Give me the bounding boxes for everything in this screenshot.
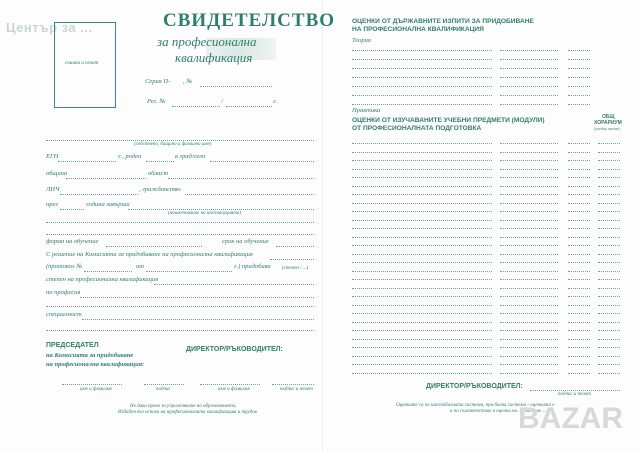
subject-row-4-col-3[interactable] — [568, 169, 590, 170]
practice-label: Практика — [352, 107, 381, 114]
institution-line-3[interactable] — [46, 234, 314, 235]
subject-row-15-col-3[interactable] — [568, 262, 590, 263]
specialty-field[interactable] — [82, 319, 314, 320]
subject-row-9-col-2[interactable] — [500, 211, 558, 212]
number-label: , № — [183, 78, 193, 85]
subject-row-19-col-4[interactable] — [598, 296, 620, 297]
total-header-1: ОБЩ — [602, 114, 615, 120]
subject-row-15-col-2[interactable] — [500, 262, 558, 263]
full-name-field[interactable] — [46, 140, 314, 141]
exam-row-1-col-2[interactable] — [500, 50, 558, 51]
total-header-3: (учебни часове) — [594, 126, 621, 131]
subject-row-20-col-4[interactable] — [598, 305, 620, 306]
subject-row-8-col-1[interactable] — [352, 203, 492, 204]
subject-row-10-col-4[interactable] — [598, 220, 620, 221]
subject-row-24-col-1[interactable] — [352, 339, 492, 340]
specialty-label: специалност — [46, 311, 82, 318]
chair-sign-field[interactable] — [144, 384, 184, 385]
subject-row-20-col-1[interactable] — [352, 305, 492, 306]
subject-row-14-col-1[interactable] — [352, 254, 492, 255]
subject-row-24-col-4[interactable] — [598, 339, 620, 340]
chair-name-field[interactable] — [62, 384, 122, 385]
subject-row-14-col-3[interactable] — [568, 254, 590, 255]
subject-row-22-col-1[interactable] — [352, 322, 492, 323]
subject-row-15-col-1[interactable] — [352, 262, 492, 263]
subject-row-7-col-4[interactable] — [598, 194, 620, 195]
director-sign-field[interactable] — [272, 384, 314, 385]
subject-row-28-col-1[interactable] — [352, 373, 492, 374]
subject-row-9-col-1[interactable] — [352, 211, 492, 212]
subject-row-22-col-4[interactable] — [598, 322, 620, 323]
subject-row-6-col-2[interactable] — [500, 186, 558, 187]
subject-row-25-col-1[interactable] — [352, 347, 492, 348]
subject-row-21-col-3[interactable] — [568, 313, 590, 314]
left-footer-2: Издаден въз основа на професионалната квалификация и трудов — [118, 410, 257, 415]
subject-row-18-col-4[interactable] — [598, 288, 620, 289]
subject-row-21-col-1[interactable] — [352, 313, 492, 314]
from-label: от — [136, 263, 144, 270]
certificate-title: СВИДЕТЕЛСТВО — [163, 10, 336, 31]
series-label: Серия П- — [145, 78, 171, 85]
profession-field[interactable] — [80, 297, 314, 298]
name-caption: (собствено, бащино и фамилно име) — [134, 142, 212, 147]
subject-row-20-col-3[interactable] — [568, 305, 590, 306]
reg-year-suffix: г. — [273, 98, 278, 105]
exam-row-6-col-2[interactable] — [500, 95, 558, 96]
institution-line-2[interactable] — [46, 222, 314, 223]
subject-row-3-col-3[interactable] — [568, 160, 590, 161]
right-footer-2: и по съответствие в оценки на ... /членове ... — [450, 409, 546, 414]
egn-label: ЕГН — [46, 153, 59, 160]
subject-row-27-col-4[interactable] — [598, 364, 620, 365]
subject-row-25-col-3[interactable] — [568, 347, 590, 348]
subject-row-5-col-1[interactable] — [352, 177, 492, 178]
bazar-watermark-logo: BAZAR — [518, 402, 623, 435]
form-label: форма на обучение — [46, 238, 99, 245]
subject-row-23-col-3[interactable] — [568, 330, 590, 331]
director-name-field[interactable] — [200, 384, 260, 385]
total-header-2: ХОРАРИУМ — [594, 120, 622, 126]
subject-row-21-col-4[interactable] — [598, 313, 620, 314]
exam-row-5-col-1[interactable] — [352, 86, 492, 87]
institution-caption: (наименование на институцията) — [168, 211, 242, 216]
subject-row-18-col-1[interactable] — [352, 288, 492, 289]
subject-row-4-col-1[interactable] — [352, 169, 492, 170]
subject-row-26-col-3[interactable] — [568, 356, 590, 357]
acquired-label: г.) придобива — [234, 263, 271, 270]
exam-row-2-col-2[interactable] — [500, 59, 558, 60]
watermark-text: Център за ... — [6, 20, 93, 35]
subject-row-22-col-3[interactable] — [568, 322, 590, 323]
subject-row-16-col-4[interactable] — [598, 271, 620, 272]
protocol-number-field[interactable] — [84, 271, 132, 272]
subject-row-18-col-2[interactable] — [500, 288, 558, 289]
theory-label: Теория — [352, 37, 371, 44]
degree-label: степен на професионална квалификация — [46, 276, 159, 283]
city-label: в град/село — [175, 153, 206, 160]
subject-row-20-col-2[interactable] — [500, 305, 558, 306]
decision-text: С решение на Комисията за придобиване на професионална квалификация — [46, 251, 253, 258]
photo-label: снимка и печат — [65, 61, 99, 66]
exam-row-4-col-1[interactable] — [352, 77, 492, 78]
subject-row-19-col-3[interactable] — [568, 296, 590, 297]
subject-row-16-col-2[interactable] — [500, 271, 558, 272]
subject-row-19-col-1[interactable] — [352, 296, 492, 297]
subject-row-10-col-1[interactable] — [352, 220, 492, 221]
subject-row-23-col-4[interactable] — [598, 330, 620, 331]
subject-row-2-col-1[interactable] — [352, 152, 492, 153]
sign-caption-4: подпис и печат — [280, 387, 313, 392]
subject-row-17-col-2[interactable] — [500, 279, 558, 280]
subject-row-26-col-2[interactable] — [500, 356, 558, 357]
sign-caption-3: име и фамилия — [218, 387, 250, 392]
lnch-field[interactable] — [60, 194, 138, 195]
right-director-field[interactable] — [530, 390, 620, 391]
birth-date-field[interactable] — [146, 161, 174, 162]
subject-row-7-col-3[interactable] — [568, 194, 590, 195]
subjects-heading-2: ОТ ПРОФЕСИОНАЛНАТА ПОДГОТОВКА — [352, 125, 482, 132]
subject-row-16-col-1[interactable] — [352, 271, 492, 272]
institution-field[interactable] — [128, 209, 314, 210]
subject-row-14-col-2[interactable] — [500, 254, 558, 255]
subject-row-4-col-2[interactable] — [500, 169, 558, 170]
subject-row-1-col-1[interactable] — [352, 143, 492, 144]
subject-row-11-col-1[interactable] — [352, 228, 492, 229]
subject-row-27-col-1[interactable] — [352, 364, 492, 365]
right-footer-1: Оценките са по шестобалната система, при бална система - оценката е — [396, 403, 555, 408]
city-field[interactable] — [210, 161, 314, 162]
through-label: през — [46, 201, 58, 208]
reg-date-field[interactable] — [226, 106, 272, 107]
subject-row-17-col-3[interactable] — [568, 279, 590, 280]
sign-caption-1: име и фамилия — [80, 387, 112, 392]
subject-row-7-col-1[interactable] — [352, 194, 492, 195]
state-exams-heading-1: ОЦЕНКИ ОТ ДЪРЖАВНИТЕ ИЗПИТИ ЗА ПРИДОБИВАНЕ — [352, 18, 534, 25]
citizenship-label: , гражданство — [139, 186, 181, 193]
right-sign-caption: подпис и печат — [558, 392, 591, 397]
subject-row-21-col-2[interactable] — [500, 313, 558, 314]
subject-row-22-col-2[interactable] — [500, 322, 558, 323]
lnch-label: ЛНЧ — [46, 186, 60, 193]
subject-row-16-col-3[interactable] — [568, 271, 590, 272]
subject-row-2-col-3[interactable] — [568, 152, 590, 153]
subject-row-7-col-2[interactable] — [500, 194, 558, 195]
subject-row-3-col-4[interactable] — [598, 160, 620, 161]
photo-box — [54, 22, 116, 108]
exam-row-3-col-2[interactable] — [500, 68, 558, 69]
subject-row-24-col-3[interactable] — [568, 339, 590, 340]
exam-row-5-col-2[interactable] — [500, 86, 558, 87]
subject-row-13-col-3[interactable] — [568, 245, 590, 246]
born-label: г., роден — [118, 153, 142, 160]
subject-row-6-col-3[interactable] — [568, 186, 590, 187]
reg-number-field[interactable] — [172, 106, 220, 107]
subject-row-9-col-3[interactable] — [568, 211, 590, 212]
subject-row-17-col-1[interactable] — [352, 279, 492, 280]
subject-row-27-col-3[interactable] — [568, 364, 590, 365]
subject-row-13-col-2[interactable] — [500, 245, 558, 246]
subject-row-28-col-3[interactable] — [568, 373, 590, 374]
subject-row-12-col-4[interactable] — [598, 237, 620, 238]
profession-line-2[interactable] — [46, 306, 314, 307]
exam-row-1-col-1[interactable] — [352, 50, 492, 51]
subject-row-5-col-3[interactable] — [568, 177, 590, 178]
left-director-label: ДИРЕКТОР/РЪКОВОДИТЕЛ: — [186, 346, 283, 353]
left-footer-1: Не дава право за упражняване на образованието, — [130, 404, 237, 409]
decision-field[interactable] — [270, 259, 314, 260]
subject-row-2-col-2[interactable] — [500, 152, 558, 153]
subject-row-12-col-3[interactable] — [568, 237, 590, 238]
subject-row-1-col-4[interactable] — [598, 143, 620, 144]
term-label: срок на обучение — [222, 238, 269, 245]
year-finished-label: година завърши — [86, 201, 130, 208]
exam-row-3-col-1[interactable] — [352, 68, 492, 69]
subject-row-27-col-2[interactable] — [500, 364, 558, 365]
subject-row-12-col-1[interactable] — [352, 237, 492, 238]
form-field[interactable] — [106, 246, 202, 247]
subject-row-24-col-2[interactable] — [500, 339, 558, 340]
egn-field[interactable] — [58, 161, 116, 162]
subject-row-5-col-2[interactable] — [500, 177, 558, 178]
subject-row-5-col-4[interactable] — [598, 177, 620, 178]
subject-row-15-col-4[interactable] — [598, 262, 620, 263]
exam-row-5-col-3[interactable] — [568, 86, 590, 87]
protocol-date-field[interactable] — [146, 271, 232, 272]
subject-row-13-col-1[interactable] — [352, 245, 492, 246]
reg-separator: / — [221, 98, 223, 105]
region-field[interactable] — [168, 178, 314, 179]
exam-row-6-col-3[interactable] — [568, 95, 590, 96]
subject-row-14-col-4[interactable] — [598, 254, 620, 255]
chair-line-2: на Комисията за придобиване — [46, 352, 134, 359]
subject-row-28-col-2[interactable] — [500, 373, 558, 374]
exam-row-6-col-1[interactable] — [352, 95, 492, 96]
exam-row-2-col-1[interactable] — [352, 59, 492, 60]
exam-row-4-col-2[interactable] — [500, 77, 558, 78]
subject-row-3-col-2[interactable] — [500, 160, 558, 161]
year-field[interactable] — [60, 209, 84, 210]
subject-row-26-col-4[interactable] — [598, 356, 620, 357]
subject-row-26-col-1[interactable] — [352, 356, 492, 357]
subject-row-8-col-2[interactable] — [500, 203, 558, 204]
degree-field[interactable] — [154, 284, 314, 285]
sign-caption-2: подпис — [156, 387, 171, 392]
subject-row-23-col-1[interactable] — [352, 330, 492, 331]
term-field[interactable] — [276, 246, 314, 247]
reg-number-label: Рег. № — [147, 98, 166, 105]
exam-row-7-col-3[interactable] — [568, 104, 590, 105]
municipality-label: община — [46, 170, 68, 177]
certificate-subtitle-1: за професионална — [157, 34, 257, 49]
subject-row-10-col-3[interactable] — [568, 220, 590, 221]
subject-row-18-col-3[interactable] — [568, 288, 590, 289]
subject-row-6-col-4[interactable] — [598, 186, 620, 187]
subject-row-10-col-2[interactable] — [500, 220, 558, 221]
municipality-field[interactable] — [66, 178, 146, 179]
subject-row-13-col-4[interactable] — [598, 245, 620, 246]
acquired-caption: (степен / ...) — [282, 266, 309, 271]
subject-row-11-col-4[interactable] — [598, 228, 620, 229]
subject-row-8-col-4[interactable] — [598, 203, 620, 204]
subject-row-12-col-2[interactable] — [500, 237, 558, 238]
certificate-subtitle-2: квалификация — [175, 50, 253, 65]
protocol-label: (протокол № — [46, 263, 83, 270]
subject-row-9-col-4[interactable] — [598, 211, 620, 212]
right-director-label: ДИРЕКТОР/РЪКОВОДИТЕЛ: — [426, 383, 523, 390]
chair-title: ПРЕДСЕДАТЕЛ — [46, 342, 99, 349]
citizenship-field[interactable] — [185, 194, 314, 195]
exam-row-3-col-3[interactable] — [568, 68, 590, 69]
subject-row-11-col-3[interactable] — [568, 228, 590, 229]
profession-label: по професия — [46, 289, 81, 296]
subject-row-3-col-1[interactable] — [352, 160, 492, 161]
subject-row-2-col-4[interactable] — [598, 152, 620, 153]
fold-line — [322, 0, 323, 451]
state-exams-heading-2: НА ПРОФЕСИОНАЛНА КВАЛИФИКАЦИЯ — [352, 26, 484, 33]
subject-row-8-col-3[interactable] — [568, 203, 590, 204]
chair-line-3: на професионална квалификация: — [46, 361, 145, 368]
specialty-line-2[interactable] — [46, 330, 314, 331]
subject-row-19-col-2[interactable] — [500, 296, 558, 297]
subject-row-1-col-3[interactable] — [568, 143, 590, 144]
subject-row-6-col-1[interactable] — [352, 186, 492, 187]
subject-row-23-col-2[interactable] — [500, 330, 558, 331]
subject-row-1-col-2[interactable] — [500, 143, 558, 144]
exam-row-1-col-3[interactable] — [568, 50, 590, 51]
exam-row-2-col-3[interactable] — [568, 59, 590, 60]
subject-row-17-col-4[interactable] — [598, 279, 620, 280]
exam-row-7-col-1[interactable] — [352, 104, 492, 105]
subject-row-25-col-4[interactable] — [598, 347, 620, 348]
exam-row-4-col-3[interactable] — [568, 77, 590, 78]
exam-row-7-col-2[interactable] — [500, 104, 558, 105]
region-label: област — [148, 170, 169, 177]
subject-row-11-col-2[interactable] — [500, 228, 558, 229]
subject-row-28-col-4[interactable] — [598, 373, 620, 374]
subject-row-4-col-4[interactable] — [598, 169, 620, 170]
number-field[interactable] — [200, 86, 272, 87]
subjects-heading-1: ОЦЕНКИ ОТ ИЗУЧАВАНИТЕ УЧЕБНИ ПРЕДМЕТИ (МОДУЛИ) — [352, 117, 545, 124]
subject-row-25-col-2[interactable] — [500, 347, 558, 348]
